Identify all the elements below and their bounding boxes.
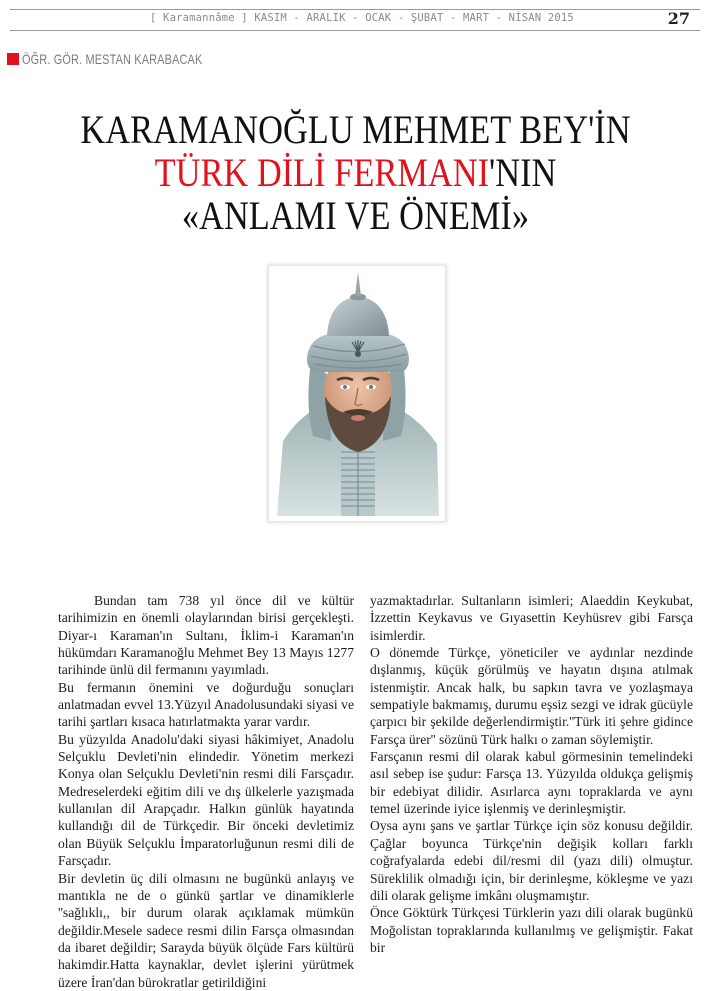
paragraph: yazmaktadırlar. Sultanların isimleri; Alaeddin Keykubat, İzzettin Keykavus ve Gıyasettin Keyhüsrev gibi Farsça isimlerdir. — [370, 593, 693, 643]
article-column-left — [58, 592, 354, 991]
paragraph: Bu yüzyılda Anadolu'daki siyasi hâkimiyet, Anadolu Selçuklu Devleti'nin elindedir. Yönetim merkezi Konya olan Selçuklu Devleti'nin resmi dili Farsçadır. Medreselerdeki eğitim dili ve dış ülkelerle yazışmada kullanılan dil Arapçadır. Halkın günlük hayatında kullandığı dil de Türkçedir. Bir önceki devletimiz olan Büyük Selçuklu İmparatorluğunun resmi dili de Farsçadır. — [58, 731, 354, 869]
running-title: [ Karamannâme ] KASIM - ARALIK - OCAK - ŞUBAT - MART - NİSAN 2015 — [150, 12, 574, 24]
paragraph: Bu fermanın önemini ve doğurduğu sonuçları anlatmadan evvel 13.Yüzyıl Anadolusundaki siyasi ve tarihi şartları kısaca hatırlatmakta yarar vardır. — [58, 679, 354, 730]
paragraph: Bundan tam 738 yıl önce dil ve kültür tarihimizin en önemli olaylarından birisi gerçekleşti. Diyar-ı Karaman'ın Sultanı, İklim-i Karaman'ın hükümdarı Karamanoğlu Mehmet Bey 13 Mayıs 1277 tarihinde ünlü dil fermanını yayımladı. — [58, 593, 354, 678]
title-suffix: 'NIN — [489, 150, 557, 195]
portrait-illustration-icon — [269, 266, 445, 521]
page-number: 27 — [667, 9, 690, 28]
paragraph: Bir devletin üç dili olmasını ne bugünkü anlayış ve mantıkla ne de o günkü şartlar ve dinamiklerle ''sağlıklı,, bir durum olarak açıklamak mümkün değildir.Mesele sadece resmi dilin Farsça olmasından da ibaret değildir; Sarayda büyük ölçüde Fars kültürü hakimdir.Hatta kaynaklar, devlet işlerini yürütmek üzere İran'dan bürokratlar getirildiğini — [58, 870, 354, 990]
paragraph: Önce Göktürk Türkçesi Türklerin yazı dili olarak bugünkü Moğolistan topraklarında kullanılmış ve gelişmiştir. Fakat bir — [370, 905, 693, 955]
author-byline — [7, 51, 253, 67]
title-line-3: «ANLAMI VE ÖNEMİ» — [181, 193, 530, 238]
article-title — [0, 108, 711, 237]
title-red-highlight: TÜRK DİLİ FERMANI — [154, 150, 490, 195]
portrait-frame — [269, 266, 445, 521]
paragraph: O dönemde Türkçe, yöneticiler ve aydınlar nezdinde dışlanmış, küçük görülmüş ve hayatın dışına atılmak istenmiştir. Ancak halk, bu sapkın tavra ve yozlaşmaya sempatiyle bakmamış, durumu eşsiz sezgi ve idrak gücüyle çarpıcı bir şekilde değerlendirmiştir.''Türk iti şehre gidince Farsça ürer'' sözünü Türk halkı o zaman söylemiştir. — [370, 645, 693, 747]
paragraph: Farsçanın resmi dil olarak kabul görmesinin temelindeki asıl sebep ise şudur: Farsça 13. Yüzyılda oldukça gelişmiş bir edebiyat dilidir. Asırlarca aynı topraklarda ve aynı temel üzerinde iyice işlenmiş ve derinleşmiştir. — [370, 749, 693, 817]
paragraph: Oysa aynı şans ve şartlar Türkçe için söz konusu değildir. Çağlar boyunca Türkçe'nin değişik kolları farklı coğrafyalarda edebi dil/resmi dil (yazı dili) olmuştur. Süreklilik olmadığı için, bir derinleşme, kökleşme ve yazı dili olarak gelişme imkânı oluşmamıştır. — [370, 818, 693, 903]
article-column-right — [370, 592, 693, 956]
title-line-2 — [50, 151, 661, 194]
running-header — [10, 9, 700, 31]
red-square-marker-icon — [7, 53, 19, 65]
author-name: ÖĞR. GÖR. MESTAN KARABACAK — [22, 51, 203, 67]
title-line-1: KARAMANOĞLU MEHMET BEY'İN — [80, 107, 631, 152]
